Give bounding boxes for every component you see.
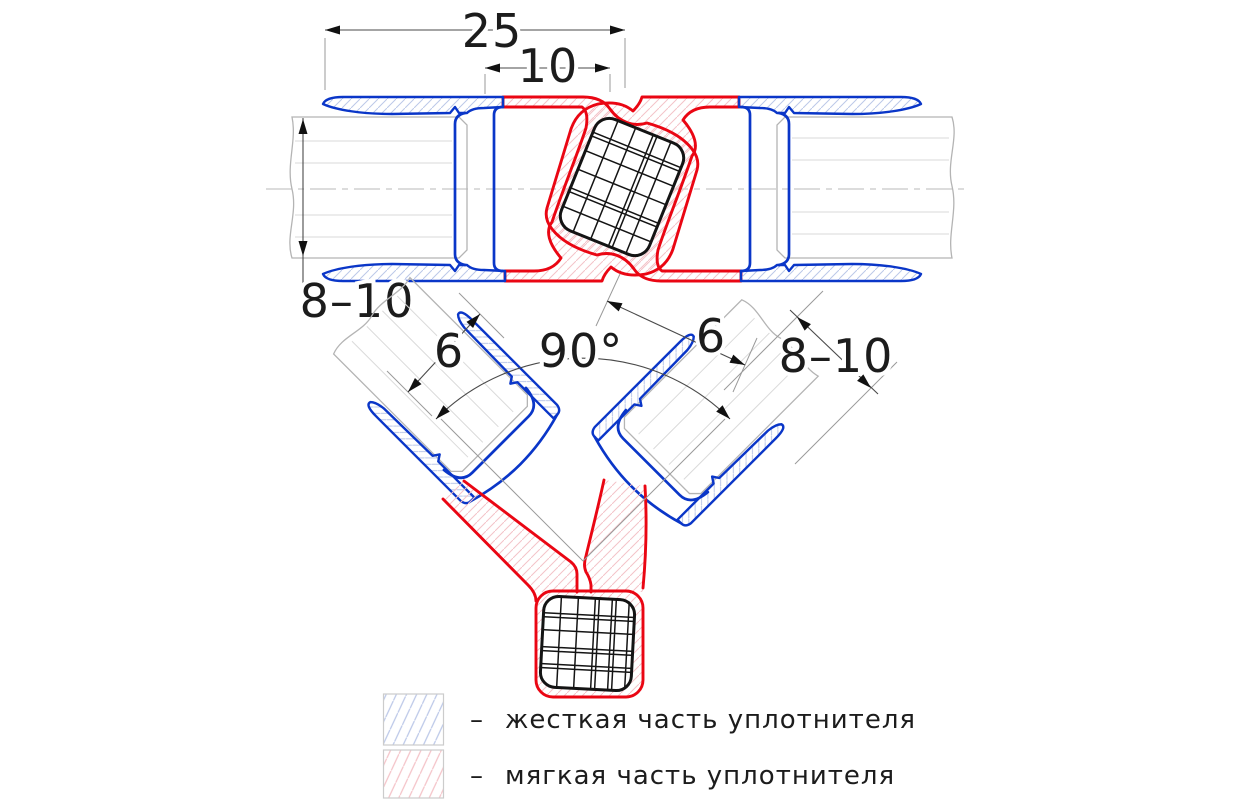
legend-label-soft: мягкая часть уплотнителя [505, 761, 896, 791]
legend-dash: – [470, 705, 483, 735]
legend [384, 694, 917, 798]
legend-item-hard [384, 694, 917, 745]
corner-view [322, 266, 897, 699]
glass-panel-right [777, 117, 954, 258]
dim-label-25: 25 [461, 4, 523, 58]
legend-item-soft [384, 750, 896, 798]
dimension-8-10-right [724, 291, 897, 464]
magnet-bottom [533, 589, 642, 698]
hard-part-swatch [384, 694, 444, 745]
dim-label-8-10-top: 8–10 [299, 274, 415, 328]
straight-view [266, 4, 965, 328]
legend-label-hard: жесткая часть уплотнителя [505, 705, 917, 735]
dim-label-90deg: 90° [538, 324, 624, 378]
dimension-25 [325, 4, 625, 90]
dim-label-8-10-right: 8–10 [778, 329, 894, 383]
glass-panel-left [290, 117, 467, 258]
dim-label-6-right: 6 [695, 309, 727, 363]
dim-label-6-left: 6 [433, 324, 465, 378]
soft-part-swatch [384, 750, 444, 798]
legend-dash: – [470, 761, 483, 791]
dim-label-10: 10 [517, 39, 579, 93]
dimension-8-10-top [299, 118, 415, 328]
